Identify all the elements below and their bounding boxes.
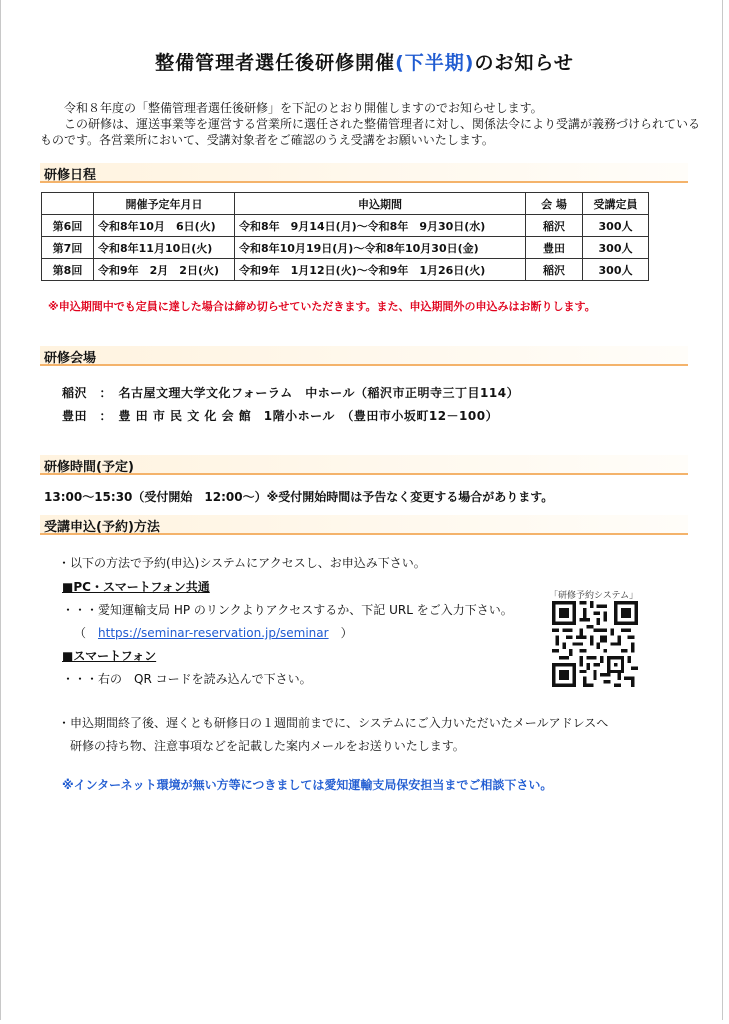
schedule-note: ※申込期間中でも定員に達した場合は締め切らせていただきます。また、申込期間外の申込みはお断りします。 bbox=[48, 300, 596, 313]
row-capacity: 300人 bbox=[583, 237, 649, 259]
row-period: 令和8年10月19日(月)～令和8年10月30日(金) bbox=[235, 237, 526, 259]
header-no bbox=[42, 193, 94, 215]
schedule-header-row bbox=[42, 193, 649, 215]
header-venue: 会 場 bbox=[526, 193, 583, 215]
page-title bbox=[0, 48, 729, 75]
section-time-header bbox=[40, 455, 688, 475]
section-time-title: 研修時間(予定) bbox=[44, 460, 134, 475]
title-suffix: のお知らせ bbox=[474, 52, 574, 74]
intro-paragraph-1: 令和８年度の「整備管理者選任後研修」を下記のとおり開催しますのでお知らせします。 bbox=[64, 101, 543, 115]
smartphone-heading: ■スマートフォン bbox=[62, 649, 157, 663]
header-period: 申込期間 bbox=[235, 193, 526, 215]
time-text: 13:00～15:30（受付開始 12:00～）※受付開始時間は予告なく変更する場合があります。 bbox=[44, 490, 554, 504]
qr-caption: 「研修予約システム」 bbox=[549, 591, 639, 601]
schedule-table bbox=[41, 192, 649, 281]
row-venue: 稲沢 bbox=[526, 215, 583, 237]
pc-heading: ■PC・スマートフォン共通 bbox=[62, 580, 210, 594]
row-period: 令和8年 9月14日(月)～令和8年 9月30日(水) bbox=[235, 215, 526, 237]
row-capacity: 300人 bbox=[583, 259, 649, 281]
section-schedule-title: 研修日程 bbox=[44, 168, 97, 183]
section-apply-header bbox=[40, 515, 688, 535]
row-venue: 稲沢 bbox=[526, 259, 583, 281]
title-highlight: (下半期) bbox=[395, 52, 475, 74]
after-apply-line-2: 研修の持ち物、注意事項などを記載した案内メールをお送りいたします。 bbox=[70, 739, 465, 753]
row-date: 令和8年11月10日(火) bbox=[94, 237, 235, 259]
section-venue-header bbox=[40, 346, 688, 366]
qr-code-icon[interactable] bbox=[552, 601, 638, 691]
section-apply-title: 受講申込(予約)方法 bbox=[44, 520, 160, 535]
intro-paragraph-2: この研修は、運送事業等を運営する営業所に選任された整備管理者に対し、関係法令により受講が義務づけられているものです。各営業所において、受講対象者をご確認のうえ受講をお願いいたします。 bbox=[40, 117, 701, 147]
venue-inazawa: 稲沢 ： 名古屋文理大学文化フォーラム 中ホール（稲沢市正明寺三丁目114） bbox=[62, 386, 520, 400]
url-open-paren: （ bbox=[74, 626, 99, 640]
section-venue-title: 研修会場 bbox=[44, 351, 97, 366]
venue-toyota: 豊田 ： 豊 田 市 民 文 化 会 館 1階小ホール （豊田市小坂町12－100） bbox=[62, 409, 499, 423]
row-period: 令和9年 1月12日(火)～令和9年 1月26日(火) bbox=[235, 259, 526, 281]
after-apply-line-1: ・申込期間終了後、遅くとも研修日の１週間前までに、システムにご入力いただいたメールアドレスへ bbox=[58, 716, 609, 730]
header-capacity: 受講定員 bbox=[583, 193, 649, 215]
url-line bbox=[74, 624, 353, 641]
table-row bbox=[42, 215, 649, 237]
seminar-url-link[interactable]: https://seminar-reservation.jp/seminar bbox=[98, 626, 329, 640]
row-no: 第6回 bbox=[42, 215, 94, 237]
row-date: 令和8年10月 6日(火) bbox=[94, 215, 235, 237]
row-venue: 豊田 bbox=[526, 237, 583, 259]
table-row bbox=[42, 259, 649, 281]
row-capacity: 300人 bbox=[583, 215, 649, 237]
row-date: 令和9年 2月 2日(火) bbox=[94, 259, 235, 281]
contact-note: ※インターネット環境が無い方等につきましては愛知運輸支局保安担当までご相談下さい。 bbox=[62, 778, 553, 792]
title-main: 整備管理者選任後研修開催 bbox=[155, 52, 396, 74]
section-schedule-header bbox=[40, 163, 688, 183]
table-row bbox=[42, 237, 649, 259]
qr-code-graphic bbox=[552, 601, 638, 687]
row-no: 第7回 bbox=[42, 237, 94, 259]
header-date: 開催予定年月日 bbox=[94, 193, 235, 215]
pc-text: ・・・愛知運輸支局 HP のリンクよりアクセスするか、下記 URL をご入力下さい。 bbox=[62, 603, 513, 617]
row-no: 第8回 bbox=[42, 259, 94, 281]
apply-intro: ・以下の方法で予約(申込)システムにアクセスし、お申込み下さい。 bbox=[58, 556, 426, 570]
intro-text bbox=[40, 100, 700, 148]
url-close-paren: ） bbox=[328, 626, 353, 640]
smartphone-text: ・・・右の QR コードを読み込んで下さい。 bbox=[62, 672, 312, 686]
